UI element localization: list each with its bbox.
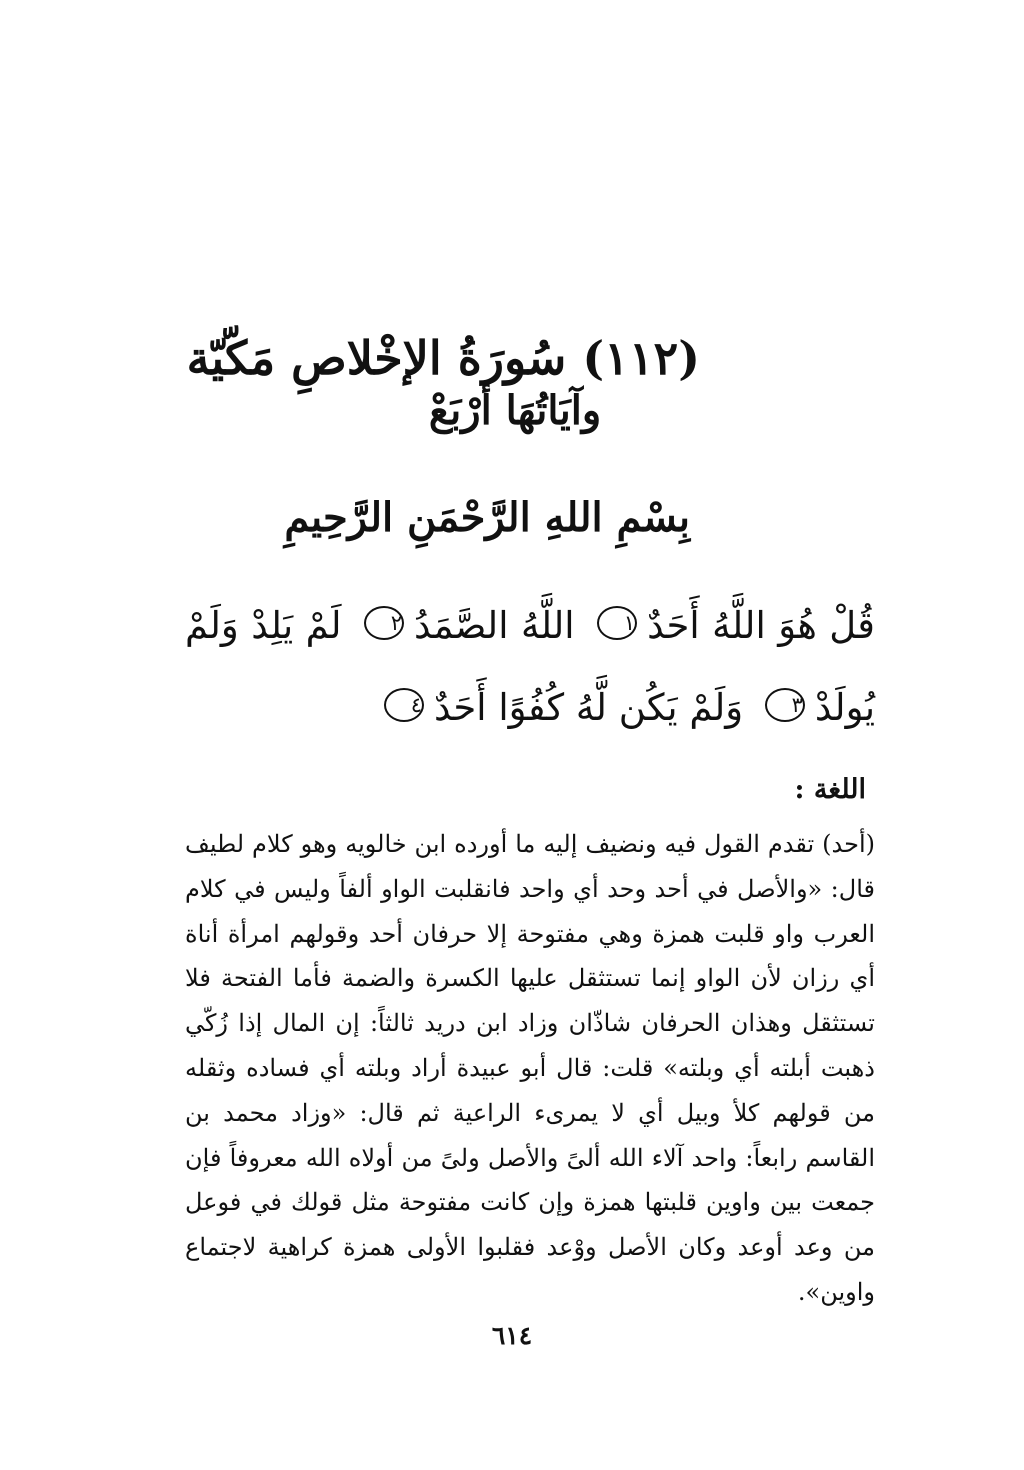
surah-number: (١١٢)	[582, 331, 700, 385]
quran-verses	[185, 585, 875, 749]
page-number: ٦١٤	[491, 1321, 533, 1350]
section-heading-language: اللغة :	[794, 774, 866, 805]
ayah-number-marker: ٤	[384, 688, 424, 722]
ayah-number-marker: ٣	[765, 688, 805, 722]
verse-text: لَمْ يَلِدْ وَلَمْ يُولَدْ	[185, 604, 875, 729]
commentary-paragraph: (أحد) تقدم القول فيه ونضيف إليه ما أورده ابن خالويه وهو كلام لطيف قال: «والأصل في أحد وحد أي واحد فانقلبت الواو ألفاً وليس في كلام العرب واو قلبت همزة وهي مفتوحة إلا حرفان أحد وقولهم امرأة أناة أي رزان لأن الواو إنما تستثقل عليها الكسرة والضمة فأما الفتحة فلا تستثقل وهذان الحرفان شاذّان وزاد ابن دريد ثالثاً: إن المال إذا زُكّي ذهبت أبلته أي وبلته» قلت: قال أبو عبيدة أراد وبلته أي فساده وثقله من قولهم كلأ وبيل أي لا يمرىء الراعية ثم قال: «وزاد محمد بن القاسم رابعاً: واحد آلاء الله ألىً والأصل ولىً من أولاه الله معروفاً فإن جمعت بين واوين قلبتها همزة وإن كانت مفتوحة مثل قولك في فوعل من وعد أوعد وكان الأصل ووْعد فقلبوا الأولى همزة كراهية لاجتماع واوين».	[185, 830, 875, 1306]
ayah-number-marker: ٢	[364, 606, 404, 640]
surah-title-line	[186, 330, 700, 386]
surah-verse-count: وآيَاتُهَا أرْبَعْ	[428, 387, 602, 434]
surah-heading	[186, 330, 700, 436]
basmala: بِسْمِ اللهِ الرَّحْمَنِ الرَّحِيمِ	[284, 494, 690, 541]
verse-text: اللَّهُ الصَّمَدُ	[414, 604, 575, 647]
surah-title: سُورَةُ الإخْلاصِ مَكّيّة	[186, 331, 567, 385]
verse-text: وَلَمْ يَكُن لَّهُ كُفُوًا أَحَدٌ	[434, 686, 744, 729]
verse-text: قُلْ هُوَ اللَّهُ أَحَدٌ	[647, 604, 875, 647]
ayah-number-marker: ١	[597, 606, 637, 640]
